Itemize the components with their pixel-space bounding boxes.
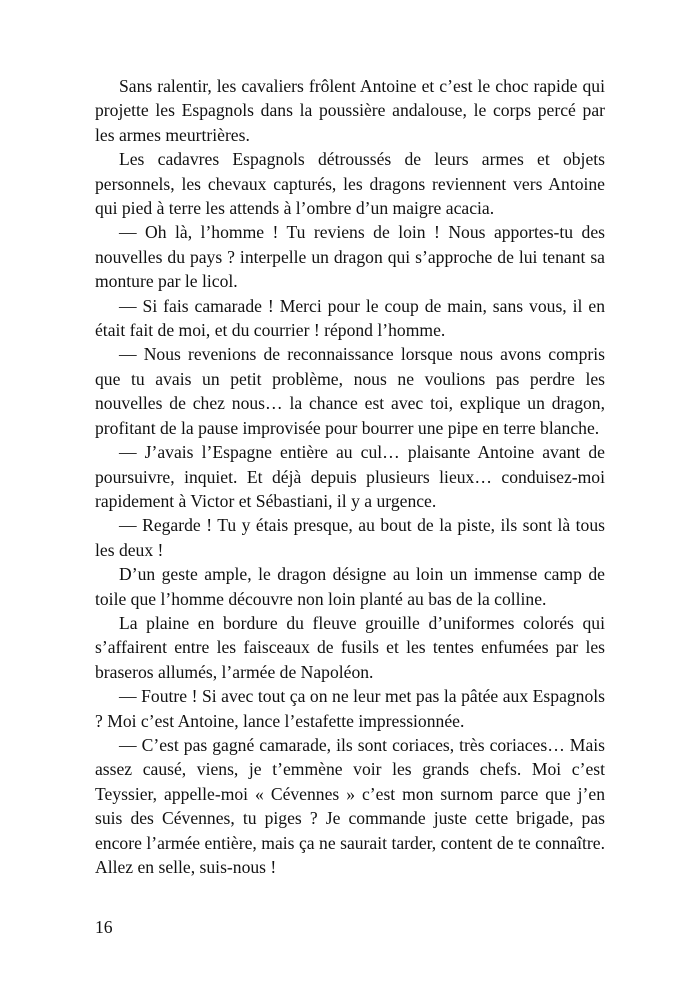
paragraph: — Si fais camarade ! Merci pour le coup de main, sans vous, il en était fait de moi, et du courrier ! répond l’homme.	[95, 295, 605, 341]
paragraph: — Nous revenions de reconnaissance lorsque nous avons compris que tu avais un petit problème, nous ne voulions pas perdre les nouvelles de chez nous… la chance est avec toi, explique un dragon, profitant de la pause improvisée pour bourrer une pipe en terre blanche.	[95, 344, 605, 438]
paragraph: — C’est pas gagné camarade, ils sont coriaces, très coriaces… Mais assez causé, viens, je t’emmène voir les grands chefs. Moi c’est Teyssier, appelle-moi « Cévennes » c’est mon surnom parce que j’en suis des Cévennes, tu piges ? Je commande juste cette brigade, pas encore l’armée entière, mais ça ne saurait tarder, content de te connaître. Allez en selle, suis-nous !	[95, 734, 605, 877]
paragraph: Sans ralentir, les cavaliers frôlent Antoine et c’est le choc rapide qui projette les Espagnols dans la poussière andalouse, le corps percé par les armes meurtrières.	[95, 76, 605, 145]
paragraph: — Regarde ! Tu y étais presque, au bout de la piste, ils sont là tous les deux !	[95, 515, 605, 560]
paragraph: D’un geste ample, le dragon désigne au loin un immense camp de toile que l’homme découvre non loin planté au bas de la colline.	[95, 564, 605, 609]
paragraph: La plaine en bordure du fleuve grouille d’uniformes colorés qui s’affairent entre les faisceaux de fusils et les tentes enfumées par les braseros allumés, l’armée de Napoléon.	[95, 612, 605, 682]
paragraph: — J’avais l’Espagne entière au cul… plaisante Antoine avant de poursuivre, inquiet. Et déjà depuis plusieurs lieux… conduisez-moi rapidement à Victor et Sébastiani, il y a urgence.	[95, 442, 605, 511]
paragraph: — Foutre ! Si avec tout ça on ne leur met pas la pâtée aux Espagnols ? Moi c’est Antoine, lance l’estafette impressionnée.	[95, 686, 605, 731]
paragraph: — Oh là, l’homme ! Tu reviens de loin ! Nous apportes-tu des nouvelles du pays ? interpelle un dragon qui s’approche de lui tenant sa monture par le licol.	[95, 222, 605, 292]
paragraph: Les cadavres Espagnols détroussés de leurs armes et objets personnels, les chevaux capturés, les dragons reviennent vers Antoine qui pied à terre les attends à l’ombre d’un maigre acacia.	[95, 149, 605, 219]
page-number: 16	[95, 917, 113, 937]
body-text	[95, 74, 605, 879]
